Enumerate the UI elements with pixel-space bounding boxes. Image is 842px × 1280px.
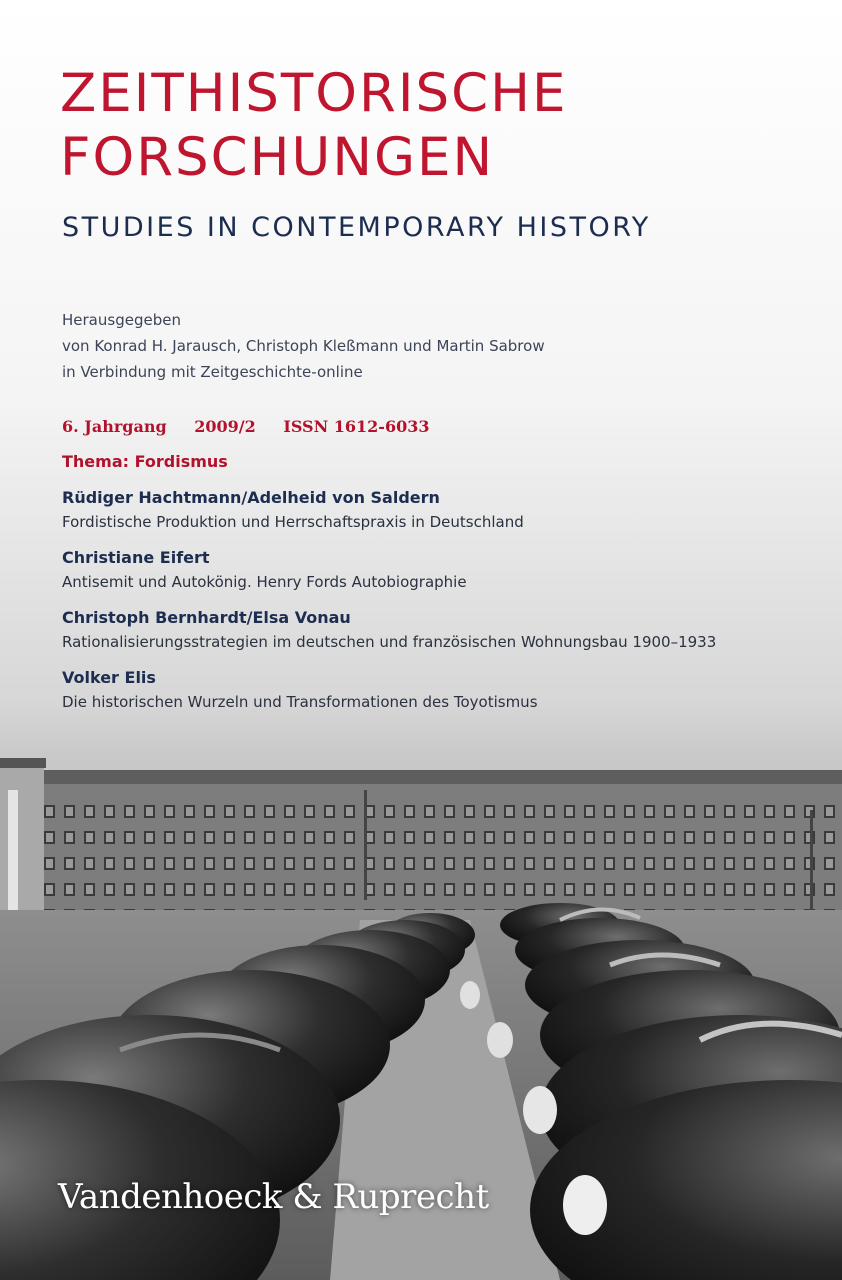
article-author: Christiane Eifert: [62, 548, 210, 567]
publisher-logo: Vandenhoeck & Ruprecht: [58, 1177, 489, 1217]
title-line-1: ZEITHISTORISCHE: [60, 63, 568, 124]
article-title: Antisemit und Autokönig. Henry Fords Autobiographie: [62, 573, 467, 591]
editors-block: [62, 307, 545, 385]
journal-title: [60, 62, 567, 190]
issue-volume: 6. Jahrgang: [62, 417, 167, 436]
article-author: Rüdiger Hachtmann/Adelheid von Saldern: [62, 488, 440, 507]
article-item: [62, 485, 822, 535]
editors-line-2: von Konrad H. Jarausch, Christoph Kleßmann und Martin Sabrow: [62, 337, 545, 355]
article-list: [62, 485, 822, 725]
editors-line-3: in Verbindung mit Zeitgeschichte-online: [62, 363, 363, 381]
issue-number: 2009/2: [194, 417, 256, 436]
article-title: Fordistische Produktion und Herrschaftspraxis in Deutschland: [62, 513, 524, 531]
issue-issn: ISSN 1612-6033: [283, 417, 430, 436]
article-title: Rationalisierungsstrategien im deutschen und französischen Wohnungsbau 1900–1933: [62, 633, 717, 651]
article-author: Christoph Bernhardt/Elsa Vonau: [62, 608, 351, 627]
title-line-2: FORSCHUNGEN: [60, 127, 495, 188]
article-item: [62, 545, 822, 595]
editors-line-1: Herausgegeben: [62, 311, 181, 329]
article-item: [62, 605, 822, 655]
issue-theme: Thema: Fordismus: [62, 452, 228, 471]
journal-subtitle: STUDIES IN CONTEMPORARY HISTORY: [62, 212, 651, 243]
article-title: Die historischen Wurzeln und Transformationen des Toyotismus: [62, 693, 538, 711]
article-item: [62, 665, 822, 715]
issue-info: [62, 417, 451, 436]
article-author: Volker Elis: [62, 668, 156, 687]
